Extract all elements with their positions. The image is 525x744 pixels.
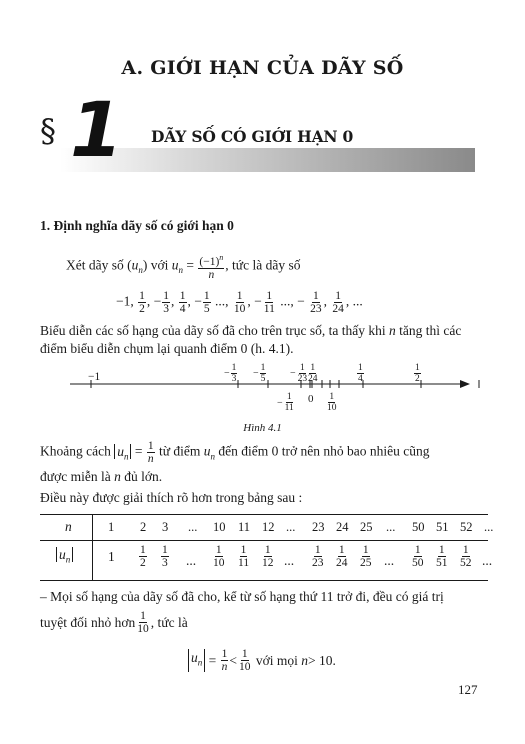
table-fraction: $\frac{1}{50}$ (412, 544, 424, 569)
table-cell-un (358, 544, 374, 569)
table-cell-un (434, 544, 450, 569)
table-cell-n: ... (484, 520, 494, 534)
table-fraction: $\frac{1}{10}$ (213, 544, 225, 569)
table-cell-un (260, 544, 276, 569)
page-number: 127 (458, 682, 478, 697)
table-cell-un: 1 (108, 549, 115, 564)
sequence-term: $\frac{1}{4}$ (179, 290, 186, 315)
numberline-fraction: $\frac{1}{11}$ (284, 392, 294, 413)
sequence-term: $\frac{1}{3}$ (163, 290, 169, 315)
table-cell-un (458, 544, 474, 569)
label-zero: 0 (308, 393, 314, 405)
numberline-fraction: $\frac{1}{10}$ (327, 392, 337, 413)
table-cell-n: ... (188, 520, 198, 534)
section-symbol: § (40, 112, 56, 150)
table-fraction: $\frac{1}{23}$ (312, 544, 324, 569)
table-cell-n: 25 (360, 520, 373, 534)
table-cell-n: 12 (262, 520, 275, 534)
intro-fraction: $\frac{(-1)^n}{n}$ (199, 253, 224, 281)
numberline-label-top: − $\frac{1}{3}$ (224, 363, 237, 384)
table-fraction: $\frac{1}{2}$ (140, 544, 146, 569)
paragraph-numberline: Biểu diễn các số hạng của dãy số đã cho trên trục số, ta thấy khi n tăng thì các điểm biểu diễn chụm lại quanh điểm 0 (h. 4.1). (40, 323, 462, 356)
part-title: A. GIỚI HẠN CỦA DÃY SỐ (121, 57, 404, 79)
intro-line: Xét dãy số $(u_n)$ với $u_n$ = $\frac{(-1)^n}{n}$ , tức là dãy số (66, 253, 301, 281)
table-fraction: $\frac{1}{11}$ (238, 544, 250, 569)
table-cell-n: ... (386, 520, 396, 534)
numberline-fraction: $\frac{1}{23}$ (297, 363, 308, 384)
table-cell-n: 50 (412, 520, 425, 534)
table-fraction: $\frac{1}{51}$ (436, 544, 448, 569)
table-fraction: $\frac{1}{24}$ (336, 544, 348, 569)
heading-definition: 1. Định nghĩa dãy số có giới hạn 0 (40, 218, 234, 233)
sequence-term: $\frac{1}{23}$ (310, 290, 322, 315)
table-cell-un (334, 544, 350, 569)
sequence-term: $\frac{1}{11}$ (263, 290, 275, 315)
numberline-label-bottom (325, 392, 339, 413)
table-cell-un (211, 544, 227, 569)
arrow-icon (460, 380, 470, 388)
paragraph-distance: Khoảng cách $u_n$ = $\frac{1}{n}$ từ điểm $u_n$ đến điểm 0 trở nên nhỏ bao nhiêu cũng được miễn là n đủ lớn. Điều này được giải thích rõ hơn trong bảng sau : (40, 440, 430, 505)
table-fraction: $\frac{1}{52}$ (460, 544, 472, 569)
numberline-label-bottom: − $\frac{1}{11}$ (277, 392, 294, 413)
numberline-fraction: $\frac{1}{4}$ (358, 363, 363, 384)
numberline-fraction: $\frac{1}{3}$ (231, 363, 237, 384)
numberline-label-top: − $\frac{1}{23}$ (290, 363, 308, 384)
paragraph-conclusion: – Mọi số hạng của dãy số đã cho, kể từ số hạng thứ 11 trở đi, đều có giá trị tuyệt đối nhỏ hơn $\frac{1}{10}$ , tức là (40, 589, 444, 635)
table-cell-un: ... (284, 553, 295, 568)
table-cell-un (410, 544, 426, 569)
table-cell-un (160, 544, 170, 569)
table-fraction: $\frac{1}{25}$ (360, 544, 372, 569)
final-inequality: $u_n$ = $\frac{1}{n}$ < $\frac{1}{10}$ với mọi n > 10. (188, 648, 336, 673)
sequence-term: $\frac{1}{5}$ (203, 290, 210, 315)
table-fraction: $\frac{1}{3}$ (162, 544, 168, 569)
table-cell-un: ... (482, 553, 493, 568)
sequence-term: $\frac{1}{24}$ (332, 290, 344, 315)
numberline-label-top (356, 363, 365, 384)
table-cell-un: ... (384, 553, 395, 568)
table-cell-n: 1 (108, 520, 115, 534)
numberline-label-top (413, 363, 422, 384)
table-cell-n: 2 (140, 520, 147, 534)
table-cell-n: 52 (460, 520, 473, 534)
section-number: 1 (70, 85, 123, 174)
numberline-fraction: $\frac{1}{5}$ (260, 363, 266, 384)
numberline-fraction: $\frac{1}{24}$ (308, 363, 318, 384)
table-cell-un (236, 544, 251, 569)
table-cell-un: ... (186, 553, 197, 568)
label-minus-one: −1 (88, 371, 101, 383)
numberline-fraction: $\frac{1}{2}$ (415, 363, 420, 384)
table-fraction: $\frac{1}{12}$ (262, 544, 274, 569)
table-cell-un (310, 544, 326, 569)
table-cell-n: 3 (162, 520, 169, 534)
table-cell-n: 23 (312, 520, 325, 534)
table-cell-n: 51 (436, 520, 449, 534)
table-cell-n: 24 (336, 520, 349, 534)
numberline-label-top: − $\frac{1}{5}$ (253, 363, 266, 384)
sequence-term: $\frac{1}{2}$ (139, 290, 145, 315)
table-cell-n: ... (286, 520, 296, 534)
table-cell-n: 10 (213, 520, 226, 534)
section-title: DÃY SỐ CÓ GIỚI HẠN 0 (151, 127, 354, 146)
figure-caption: Hình 4.1 (243, 422, 282, 434)
sequence-term: $\frac{1}{10}$ (233, 290, 246, 315)
sequence-line: −1, $\frac{1}{2}$ , − $\frac{1}{3}$ , $\frac{1}{4}$ , − $\frac{1}{5}$ ..., $\frac{1}{10}$ , − $\frac{1}{11}$ ..., − $\frac{1}{23}$ , $\frac{1}{24}$ , ... (116, 290, 363, 315)
table-cell-un (138, 544, 148, 569)
table-cell-n: 11 (238, 520, 251, 534)
numberline-label-top (306, 363, 320, 384)
